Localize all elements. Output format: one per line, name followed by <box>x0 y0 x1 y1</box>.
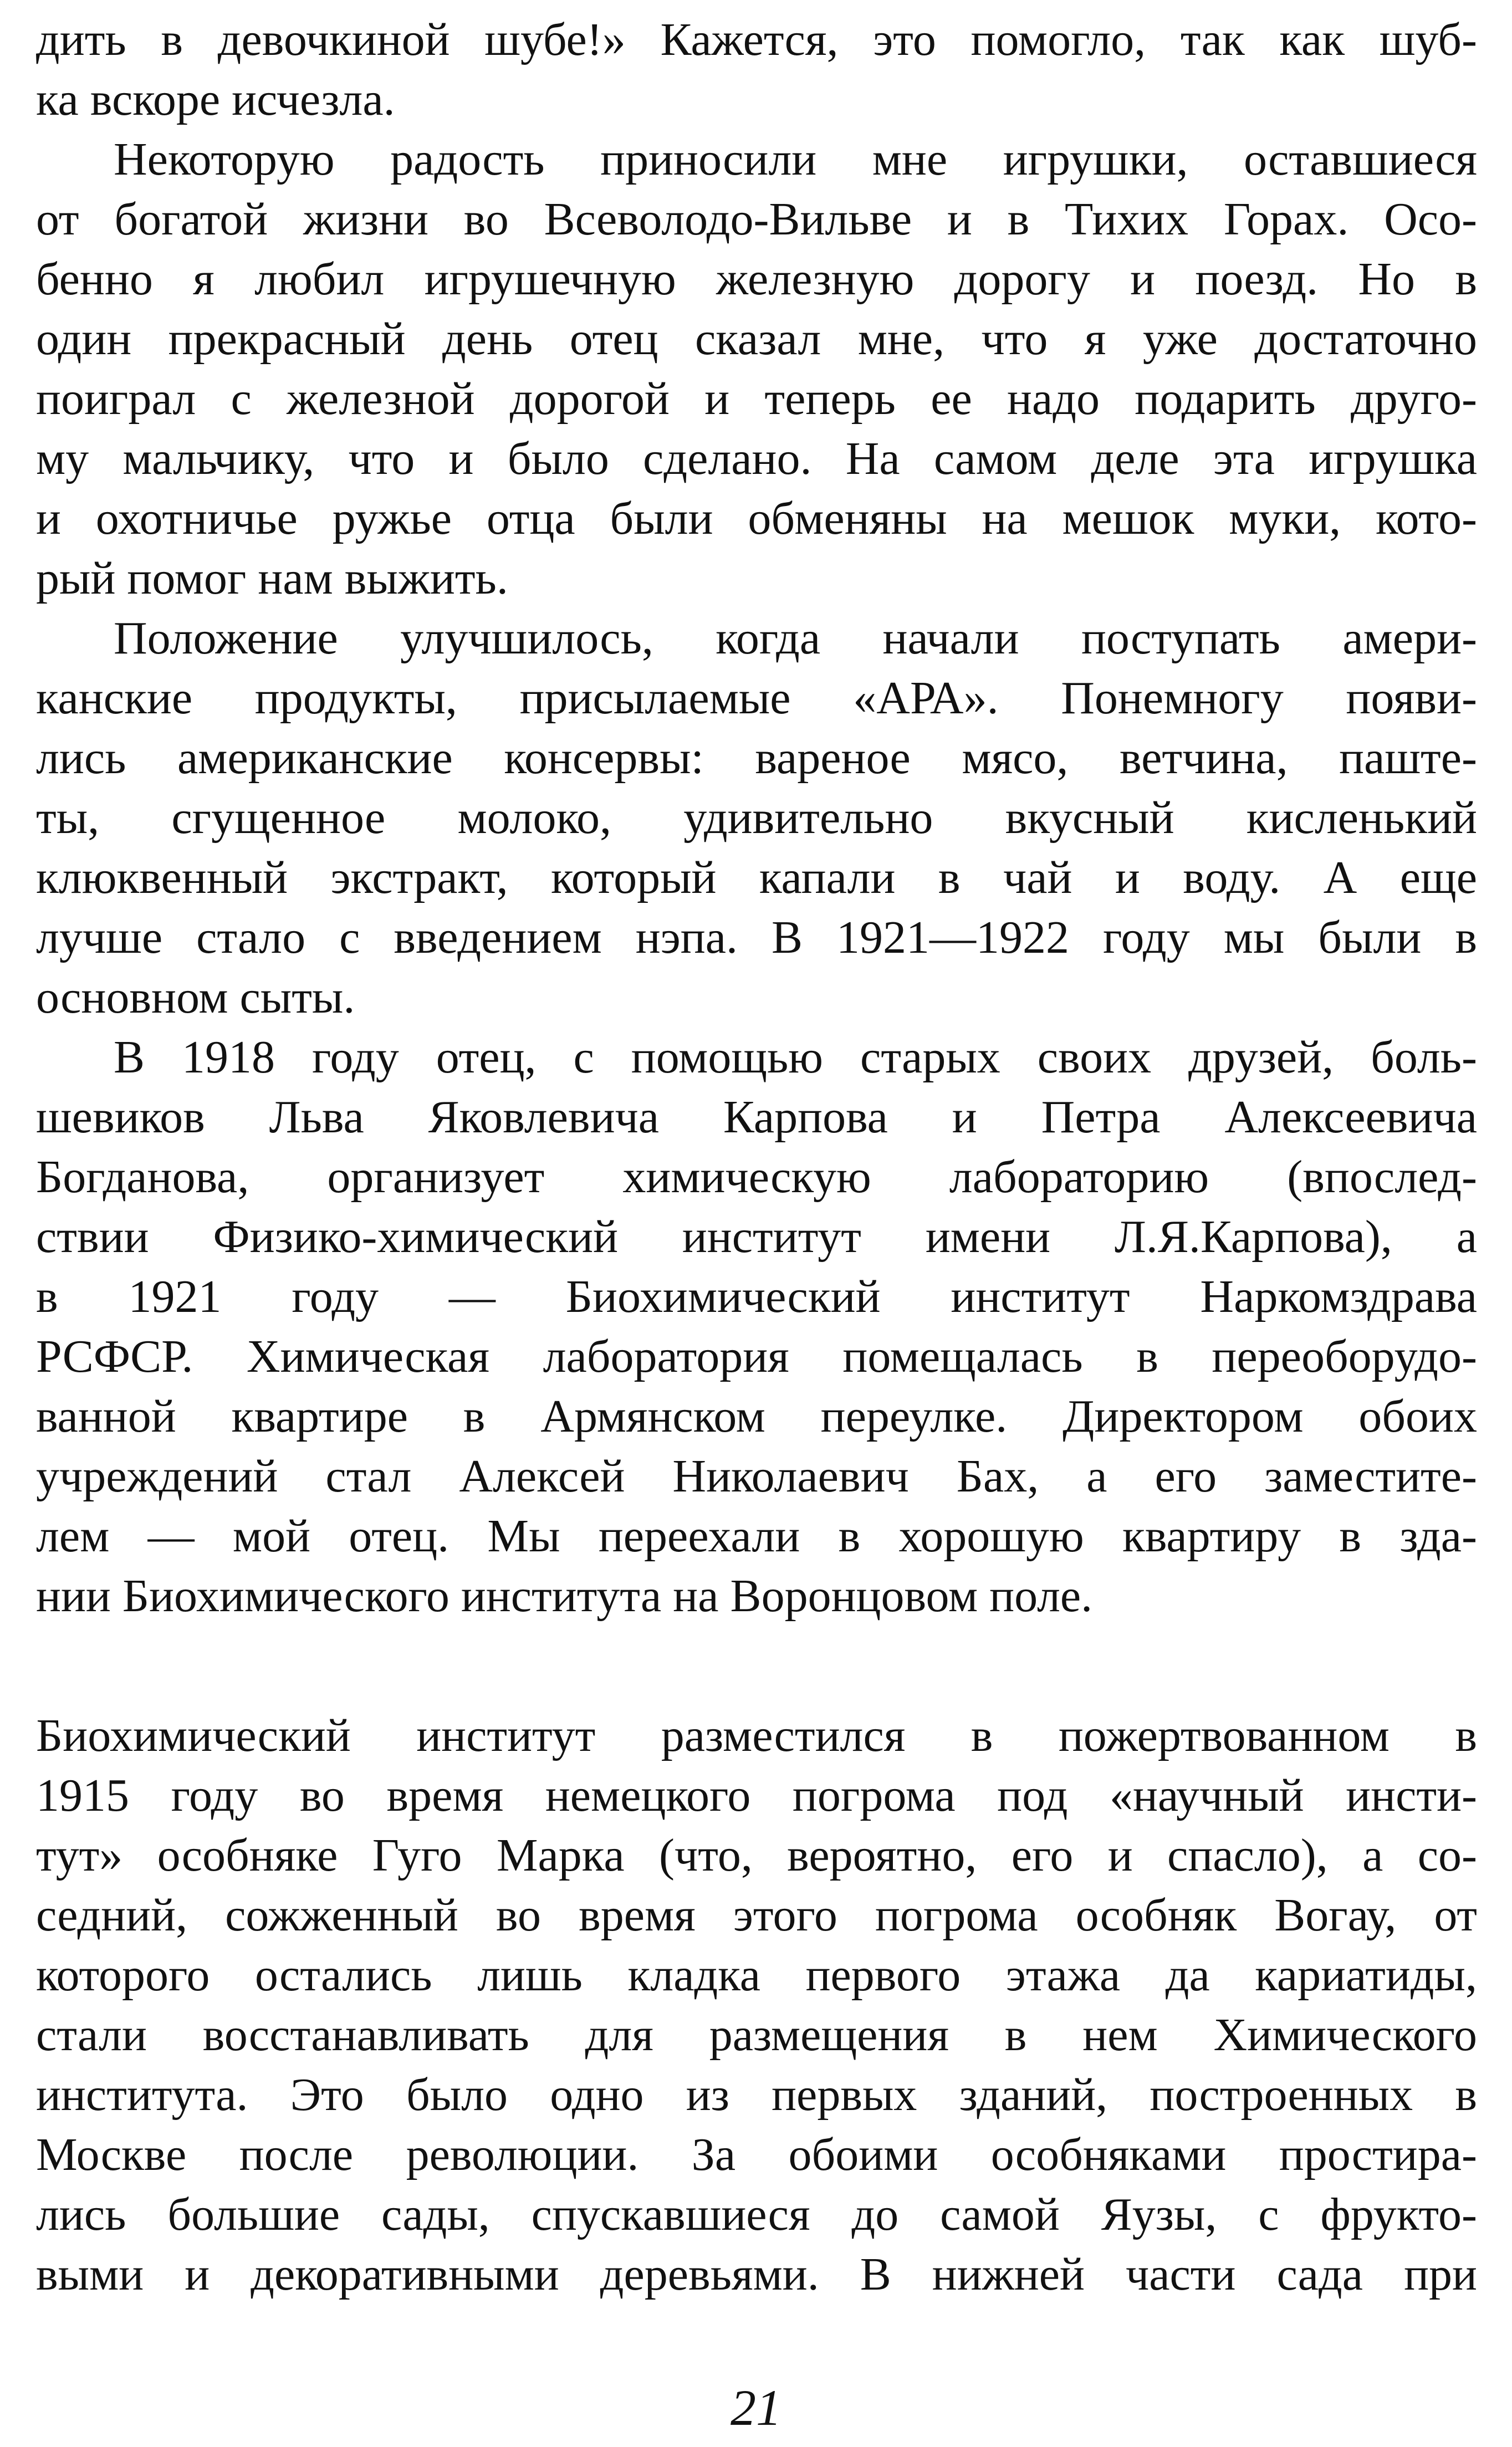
text-line: выми и декоративными деревьями. В нижней части сада при <box>36 2249 1477 2300</box>
text-line: Положение улучшилось, когда начали поступать амери- <box>114 612 1477 664</box>
text-line: лись американские консервы: вареное мясо, ветчина, паште- <box>36 732 1477 784</box>
text-line: Богданова, организует химическую лабораторию (впослед- <box>36 1151 1477 1203</box>
text-line: нии Биохимического института на Воронцовом поле. <box>36 1570 1093 1622</box>
text-line: седний, сожженный во время этого погрома особняк Вогау, от <box>36 1889 1477 1941</box>
text-line: ка вскоре исчезла. <box>36 74 395 125</box>
text-line: 1915 году во время немецкого погрома под «научный инсти- <box>36 1770 1477 1821</box>
text-line: ствии Физико-химический институт имени Л.Я.Карпова), а <box>36 1211 1477 1263</box>
text-line: клюквенный экстракт, который капали в чай и воду. А еще <box>36 852 1477 903</box>
text-line: от богатой жизни во Всеволодо-Вильве и в Тихих Горах. Осо- <box>36 193 1477 245</box>
paragraph <box>36 130 1477 609</box>
text-line: Некоторую радость приносили мне игрушки, оставшиеся <box>114 134 1477 185</box>
text-line: Биохимический институт разместился в пожертвованном в <box>36 1710 1477 1761</box>
text-line: дить в девочкиной шубе!» Кажется, это помогло, так как шуб- <box>36 14 1477 65</box>
text-line: лучше стало с введением нэпа. В 1921—1922 году мы были в <box>36 912 1477 963</box>
text-line: стали восстанавливать для размещения в нем Химического <box>36 2009 1477 2061</box>
text-line: и охотничье ружье отца были обменяны на мешок муки, кото- <box>36 493 1477 544</box>
text-line: ты, сгущенное молоко, удивительно вкусный кисленький <box>36 792 1477 844</box>
text-line: Москве после революции. За обоими особняками простира- <box>36 2129 1477 2180</box>
paragraph <box>36 10 1477 130</box>
text-line: лем — мой отец. Мы переехали в хорошую квартиру в зда- <box>36 1510 1477 1562</box>
text-line: в 1921 году — Биохимический институт Наркомздрава <box>36 1271 1477 1322</box>
text-line: шевиков Льва Яковлевича Карпова и Петра Алексеевича <box>36 1091 1477 1143</box>
text-line: бенно я любил игрушечную железную дорогу и поезд. Но в <box>36 253 1477 305</box>
text-section-main <box>36 10 1477 1626</box>
text-line: РСФСР. Химическая лаборатория помещалась в переоборудо- <box>36 1331 1477 1382</box>
text-line: основном сыты. <box>36 972 355 1023</box>
text-line: поиграл с железной дорогой и теперь ее надо подарить друго- <box>36 373 1477 425</box>
text-line: института. Это было одно из первых зданий, построенных в <box>36 2069 1477 2121</box>
text-line: тут» особняке Гуго Марка (что, вероятно, его и спасло), а со- <box>36 1830 1477 1881</box>
paragraph <box>36 609 1477 1028</box>
text-line: учреждений стал Алексей Николаевич Бах, а его заместите- <box>36 1450 1477 1502</box>
text-section-secondary <box>36 1706 1477 2305</box>
text-line: рый помог нам выжить. <box>36 553 508 604</box>
paragraph <box>36 1028 1477 1626</box>
text-line: лись большие сады, спускавшиеся до самой Яузы, с фрукто- <box>36 2189 1477 2240</box>
text-line: один прекрасный день отец сказал мне, что я уже достаточно <box>36 313 1477 365</box>
paragraph <box>36 1706 1477 2305</box>
page-number: 21 <box>731 2379 781 2436</box>
text-line: ванной квартире в Армянском переулке. Директором обоих <box>36 1391 1477 1442</box>
text-line: которого остались лишь кладка первого этажа да кариатиды, <box>36 1949 1477 2001</box>
text-line: му мальчику, что и было сделано. На самом деле эта игрушка <box>36 433 1477 484</box>
text-line: канские продукты, присылаемые «АРА». Понемногу появи- <box>36 672 1477 724</box>
text-line: В 1918 году отец, с помощью старых своих друзей, боль- <box>114 1031 1477 1083</box>
